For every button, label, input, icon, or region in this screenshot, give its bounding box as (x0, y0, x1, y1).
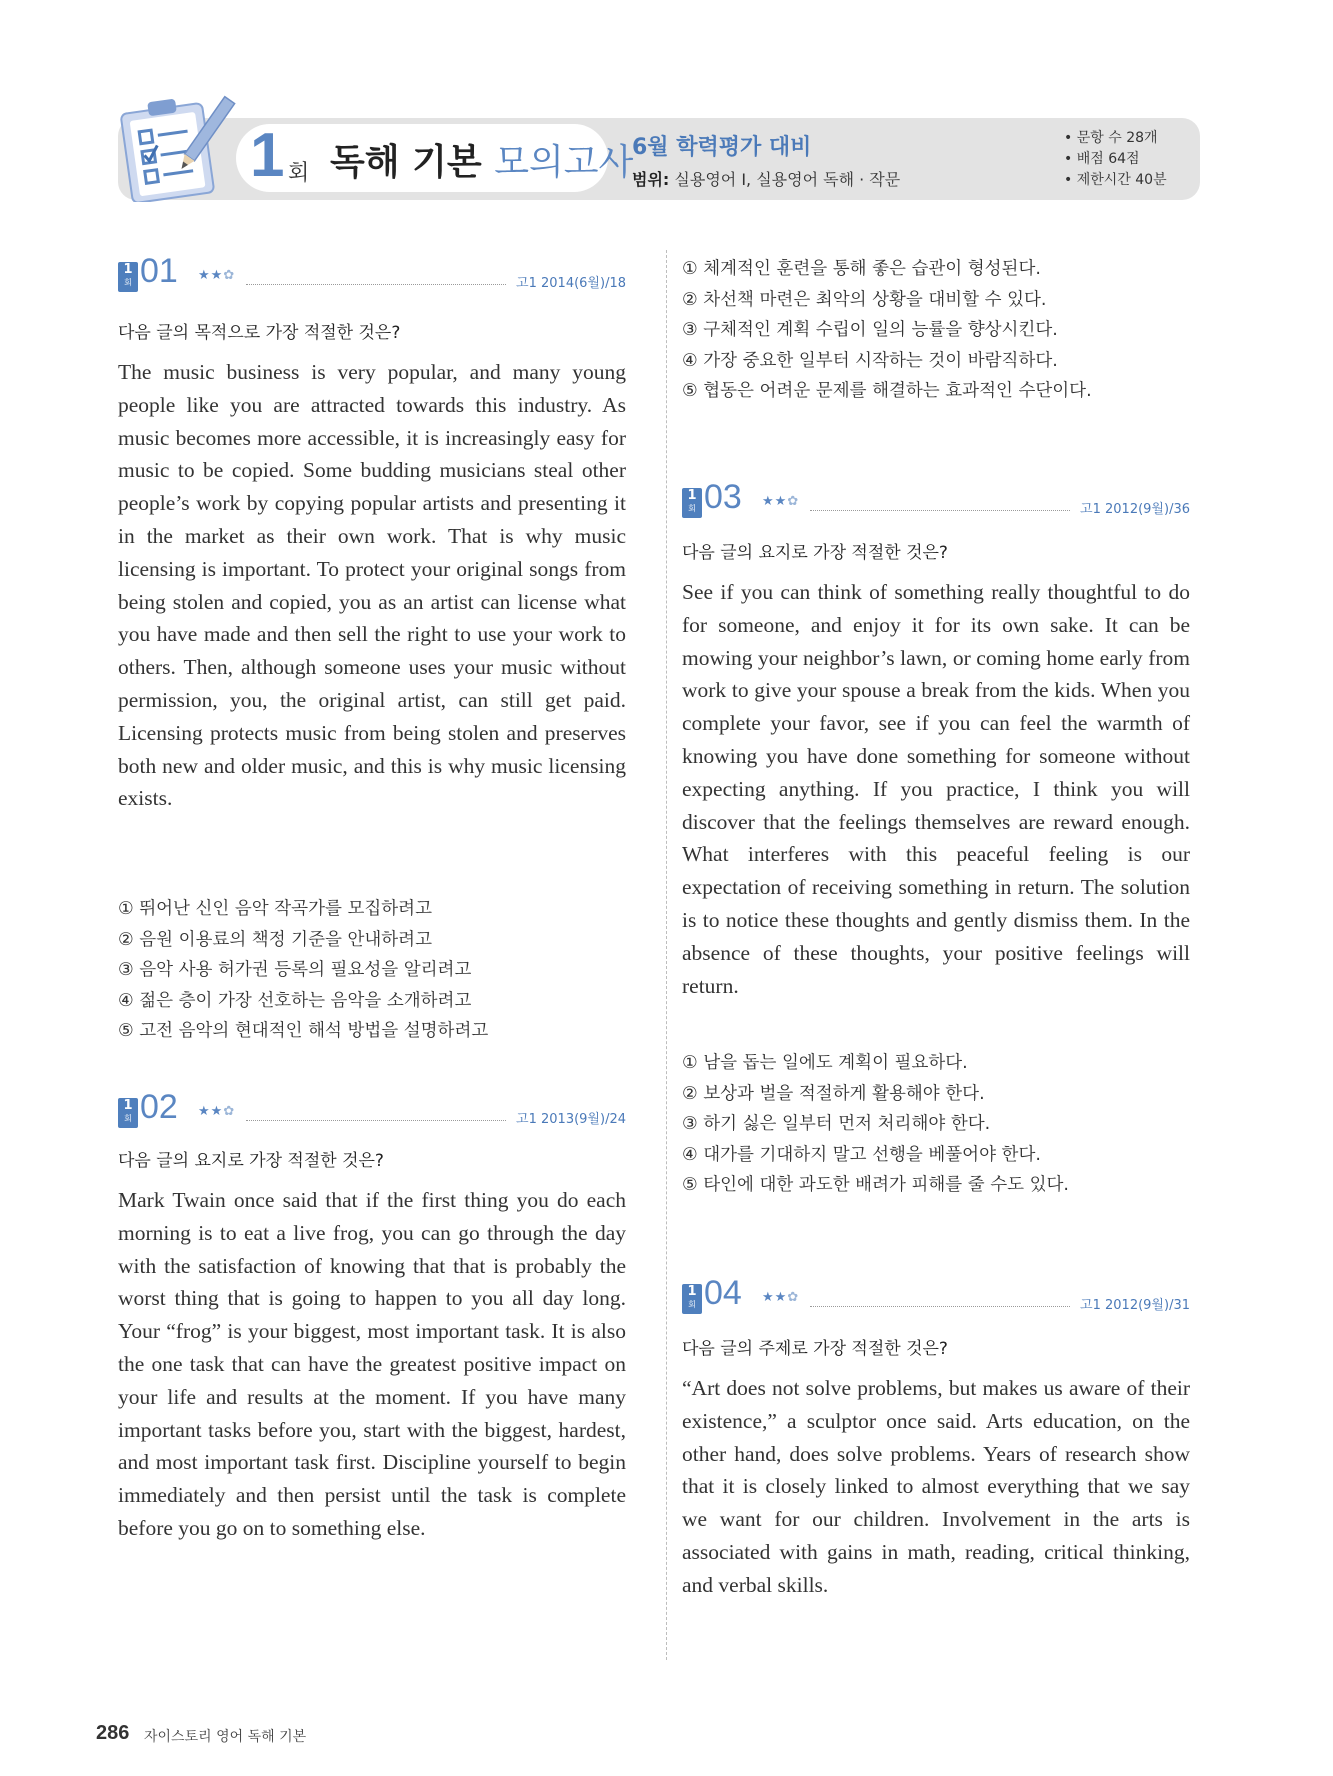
exam-meta (1064, 128, 1167, 191)
answer-option[interactable]: ④ 가장 중요한 일부터 시작하는 것이 바람직하다. (682, 350, 1058, 371)
column-divider (666, 250, 667, 1660)
answer-option[interactable]: ② 보상과 벌을 적절하게 활용해야 한다. (682, 1083, 985, 1104)
question-header (682, 478, 1190, 524)
question-header (118, 1088, 626, 1134)
book-title: 자이스토리 영어 독해 기본 (144, 1729, 307, 1745)
passage-text: See if you can think of something really thoughtful to do for someone, and enjoy it for its own sake. It can be mowing your neighbor’s lawn, or coming home early from work to give your spouse a break from the kids. When you complete your favor, see if you can feel the warmth of knowing you have done something for someone without expecting anything. If you practice, I think you will discover that the feelings themselves are reward enough. What interferes with this peaceful feeling is our expectation of receiving something in return. The solution is to notice these thoughts and gently dismiss them. In the absence of these thoughts, your positive feelings will return. (682, 580, 1190, 998)
difficulty-stars-icon: ★★✿ (762, 1290, 800, 1305)
round-badge: 1 회 (118, 1098, 138, 1128)
answer-option[interactable]: ④ 대가를 기대하지 말고 선행을 베풀어야 한다. (682, 1144, 1041, 1165)
passage-text: Mark Twain once said that if the first thing you do each morning is to eat a live frog, you can go through the day with the satisfaction of knowing that that is probably the worst thing that is going to happen to you all day long. Your “frog” is your biggest, most important task. It is also the one task that can have the greatest positive impact on your life and results at the moment. If you have many important tasks before you, start with the biggest, hardest, and most important task first. Discipline yourself to begin immediately and then persist until the task is complete before you go on to something else. (118, 1188, 626, 1540)
question-number: 04 (704, 1274, 742, 1312)
passage-text: “Art does not solve problems, but makes us aware of their existence,” a sculptor once said. Arts education, on the other hand, does solve problems. Years of research show that it is closely linked to almost everything that we say we want for our children. Involvement in the arts is associated with gains in math, reading, critical thinking, and verbal skills. (682, 1376, 1190, 1597)
answer-options (118, 894, 488, 1047)
round-suffix: 회 (288, 161, 310, 186)
answer-option[interactable]: ⑤ 고전 음악의 현대적인 해석 방법을 설명하려고 (118, 1021, 489, 1041)
answer-option[interactable]: ③ 하기 싫은 일부터 먼저 처리해야 한다. (682, 1114, 991, 1134)
answer-option[interactable]: ⑤ 협동은 어려운 문제를 해결하는 효과적인 수단이다. (682, 381, 1092, 401)
question-source: 고1 2012(9월)/31 (1080, 1298, 1190, 1313)
question-number: 03 (704, 478, 742, 516)
round-badge: 1 회 (118, 262, 138, 292)
answer-options (682, 1048, 1069, 1201)
title-accent: 모의고사 (494, 142, 634, 183)
answer-option[interactable]: ③ 구체적인 계획 수립이 일의 능률을 향상시킨다. (682, 320, 1058, 340)
page-number: 286 (96, 1722, 130, 1744)
dotted-leader (246, 284, 506, 285)
difficulty-stars-icon: ★★✿ (198, 268, 236, 283)
subtitle: 6월 학력평가 대비 (632, 135, 812, 160)
answer-option[interactable]: ③ 음악 사용 허가권 등록의 필요성을 알리려고 (118, 960, 472, 980)
clipboard-checklist-icon (118, 90, 236, 202)
round-badge: 1 회 (682, 1284, 702, 1314)
range-text: 실용영어 Ⅰ, 실용영어 독해 · 작문 (674, 170, 901, 189)
question-prompt: 다음 글의 요지로 가장 적절한 것은? (682, 543, 948, 563)
page-title (330, 134, 633, 185)
dotted-leader (246, 1120, 506, 1121)
round-number: 1 (250, 121, 283, 190)
meta-item: • 제한시간 40분 (1064, 170, 1167, 191)
dotted-leader (810, 510, 1070, 511)
question-number: 01 (140, 252, 178, 290)
answer-option[interactable]: ① 뛰어난 신인 음악 작곡가를 모집하려고 (118, 899, 432, 919)
title-text: 독해 기본 (330, 142, 482, 183)
range-label: 범위: (632, 170, 670, 189)
question-prompt: 다음 글의 목적으로 가장 적절한 것은? (118, 323, 401, 343)
question-number: 02 (140, 1088, 178, 1126)
dotted-leader (810, 1306, 1070, 1307)
answer-option[interactable]: ① 체계적인 훈련을 통해 좋은 습관이 형성된다. (682, 259, 1041, 279)
answer-option[interactable]: ⑤ 타인에 대한 과도한 배려가 피해를 줄 수도 있다. (682, 1175, 1069, 1195)
difficulty-stars-icon: ★★✿ (762, 494, 800, 509)
answer-option[interactable]: ④ 젊은 층이 가장 선호하는 음악을 소개하려고 (118, 990, 472, 1011)
passage-text: The music business is very popular, and many young people like you are attracted towards this industry. As music becomes more accessible, it is increasingly easy for music to be copied. Some budding musicians steal other people’s work by copying popular artists and presenting it in the market as their own work. That is why music licensing is important. To protect your original songs from being stolen and copied, you as an artist can license what you have made and then sell the right to use your work to others. Then, although someone uses your music without permission, you, the original artist, can still get paid. Licensing protects music from being stolen and preserves both new and older music, and this is why music licensing exists. (118, 360, 626, 811)
answer-option[interactable]: ① 남을 돕는 일에도 계획이 필요하다. (682, 1053, 968, 1073)
meta-item: • 문항 수 28개 (1064, 128, 1167, 149)
answer-option[interactable]: ② 음원 이용료의 책정 기준을 안내하려고 (118, 929, 432, 950)
question-source: 고1 2012(9월)/36 (1080, 502, 1190, 517)
question-header (682, 1274, 1190, 1320)
meta-item: • 배점 64점 (1064, 149, 1167, 170)
question-prompt: 다음 글의 요지로 가장 적절한 것은? (118, 1151, 384, 1171)
question-prompt: 다음 글의 주제로 가장 적절한 것은? (682, 1339, 948, 1359)
answer-option[interactable]: ② 차선책 마련은 최악의 상황을 대비할 수 있다. (682, 289, 1047, 310)
round-badge: 1 회 (682, 488, 702, 518)
difficulty-stars-icon: ★★✿ (198, 1104, 236, 1119)
range-info (632, 167, 900, 190)
answer-options (682, 254, 1092, 407)
question-header (118, 252, 626, 298)
question-source: 고1 2014(6월)/18 (516, 276, 626, 291)
question-source: 고1 2013(9월)/24 (516, 1112, 626, 1127)
